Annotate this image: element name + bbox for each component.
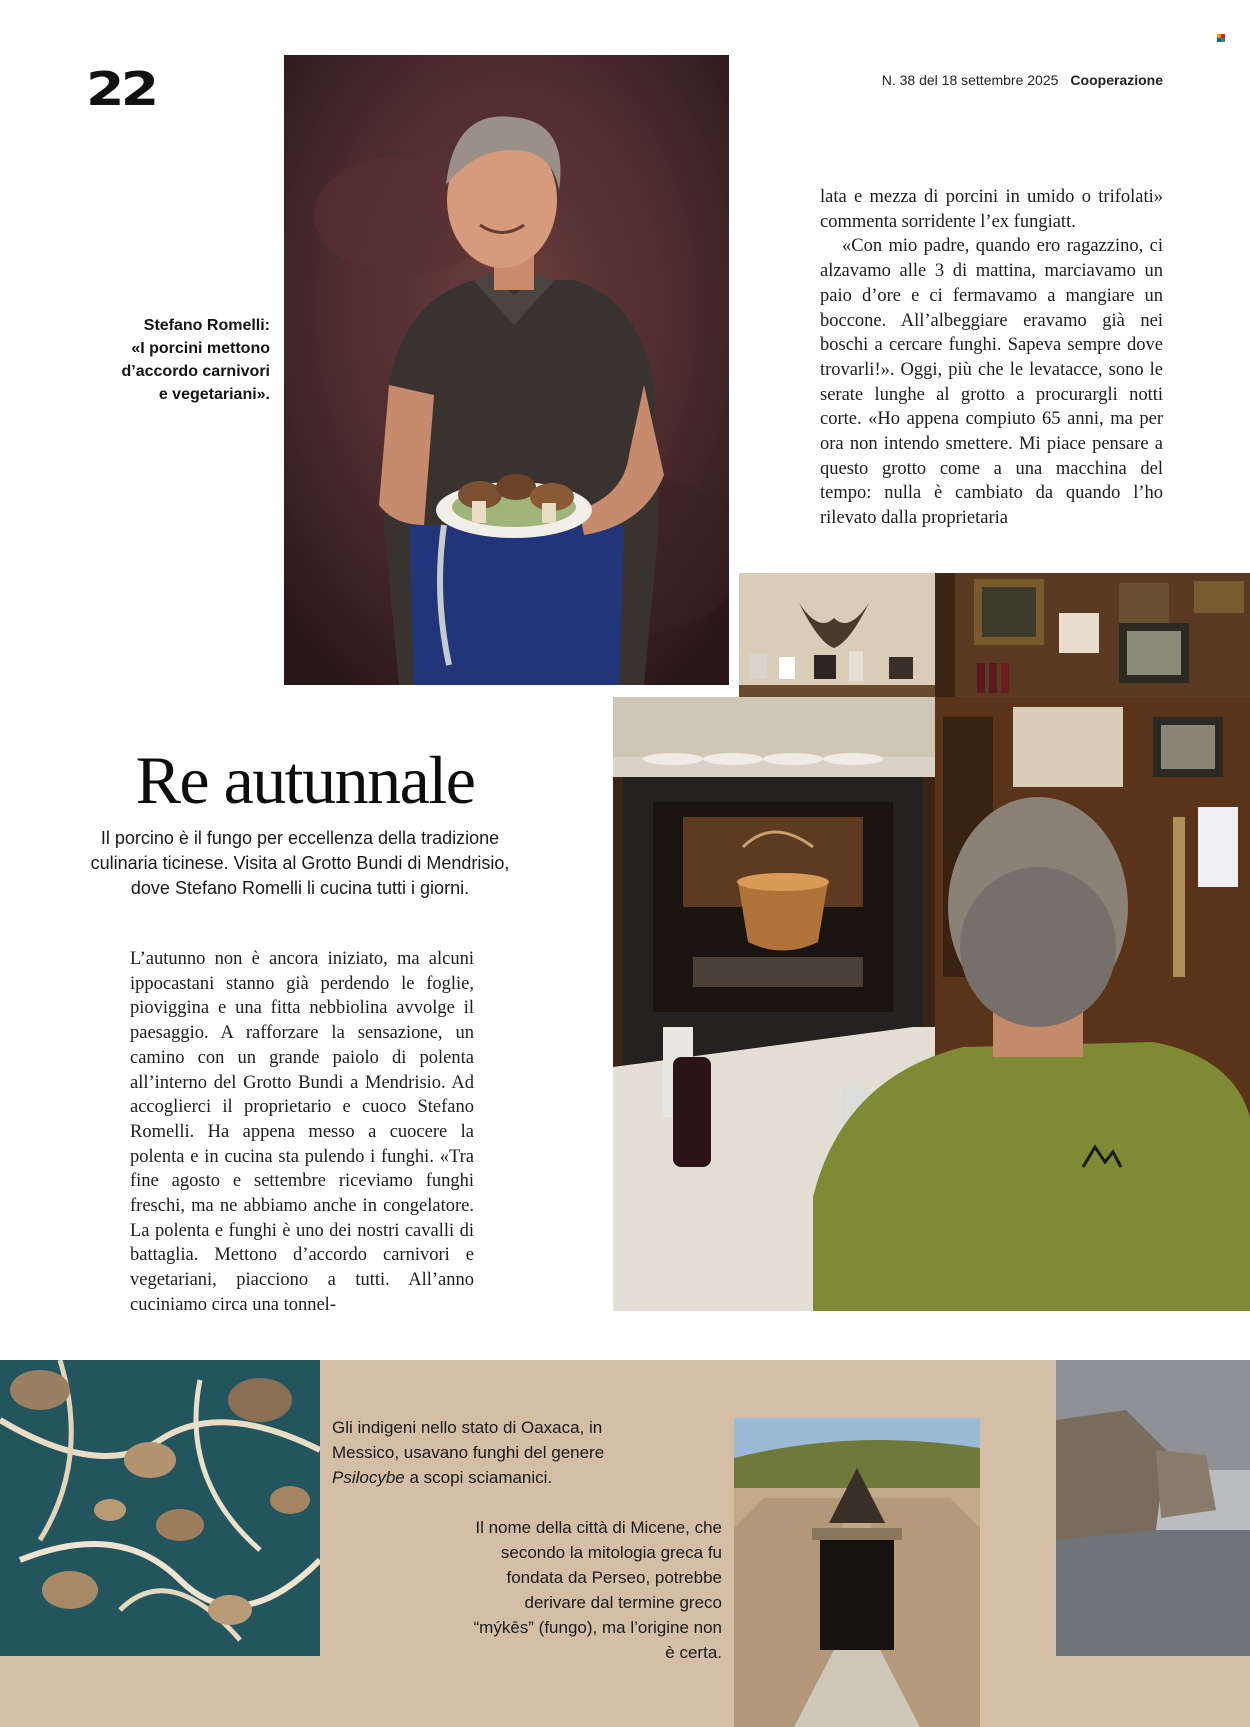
caption-line: e vegetariani». [158, 386, 270, 403]
photo-tomb [734, 1418, 980, 1727]
fact-oaxaca-genus: Psilocybe [332, 1468, 405, 1487]
fireplace-illustration [613, 697, 1250, 1311]
fact-oaxaca-text-end: a scopi sciamanici. [409, 1468, 553, 1487]
photo-interior-fireplace [613, 697, 1250, 1311]
photo-mushrooms [0, 1360, 320, 1656]
caption-line: d’accordo carnivori [121, 363, 270, 380]
mushrooms-illustration [0, 1360, 320, 1656]
fact-oaxaca-text: Gli indigeni nello stato di Oaxaca, in Messico, usavano funghi del genere [332, 1418, 605, 1462]
cliffs-illustration [1056, 1360, 1250, 1656]
article-body-right [820, 185, 1163, 531]
page-number: 22 [86, 62, 156, 116]
fact-oaxaca [332, 1415, 662, 1490]
article-body-left [130, 947, 474, 1318]
article-lead: Il porcino è il fungo per eccellenza della tradizione culinaria ticinese. Visita al Grotto Bundi di Mendrisio, dove Stefano Romelli li cucina tutti i giorni. [90, 828, 510, 898]
portrait-illustration [284, 55, 729, 685]
photo-caption [100, 314, 270, 406]
issue-line [840, 72, 1163, 88]
body-paragraph: L’autunno non è ancora iniziato, ma alcuni ippocastani stanno già perdendo le foglie, pioviggina e una fitta nebbiolina avvolge il paesaggio. A rafforzare la sensazione, un camino con un grande paiolo di polenta all’interno del Grotto Bundi a Mendrisio. Ad accoglierci il proprietario e cuoco Stefano Romelli. Ha appena messo a cuocere la polenta e in cucina sta pulendo i funghi. «Tra fine agosto e settembre riceviamo funghi freschi, ma ne abbiamo anche in congelatore. La polenta e funghi è uno dei nostri cavalli di battaglia. Mettono d’accordo carnivori e vegetariani, piacciono a tutti. All’anno cuciniamo circa una tonnel- [130, 949, 474, 1315]
publication-name: Cooperazione [1070, 72, 1163, 88]
photo-portrait [284, 55, 729, 685]
fact-micene: Il nome della città di Micene, che secondo la mitologia greca fu fondata da Perseo, potrebbe derivare dal termine greco “mýkēs” (fungo), ma l’origine non è certa. [473, 1518, 722, 1662]
body-paragraph: «Con mio padre, quando ero ragazzino, ci alzavamo alle 3 di mattina, marciavamo un paio d’ore e ci fermavamo a mangiare un boccone. All’albeggiare eravamo già nei boschi a cercare funghi. Sapeva sempre dove trovarli!». Oggi, più che le levatacce, sono le serate lunghe al grotto a procurargli notti corte. «Ho appena compiuto 65 anni, ma per ora non intendo smettere. Mi piace pensare a questo grotto come a una macchina del tempo: nulla è cambiato da quando l’ho rilevato dalla proprietaria [820, 236, 1163, 529]
article-headline: Re autunnale [135, 742, 475, 818]
photo-cliffs [1056, 1360, 1250, 1656]
issue-date: N. 38 del 18 settembre 2025 [881, 72, 1059, 88]
caption-line: Stefano Romelli: [143, 317, 270, 334]
interior-upper-illustration [739, 573, 1250, 697]
caption-line: «I porcini mettono [131, 340, 270, 357]
tomb-illustration [734, 1418, 980, 1727]
brand-mark-icon [1217, 34, 1225, 42]
photo-interior-upper [739, 573, 1250, 697]
body-paragraph: lata e mezza di porcini in umido o trifolati» commenta sorridente l’ex fungiatt. [820, 187, 1163, 232]
